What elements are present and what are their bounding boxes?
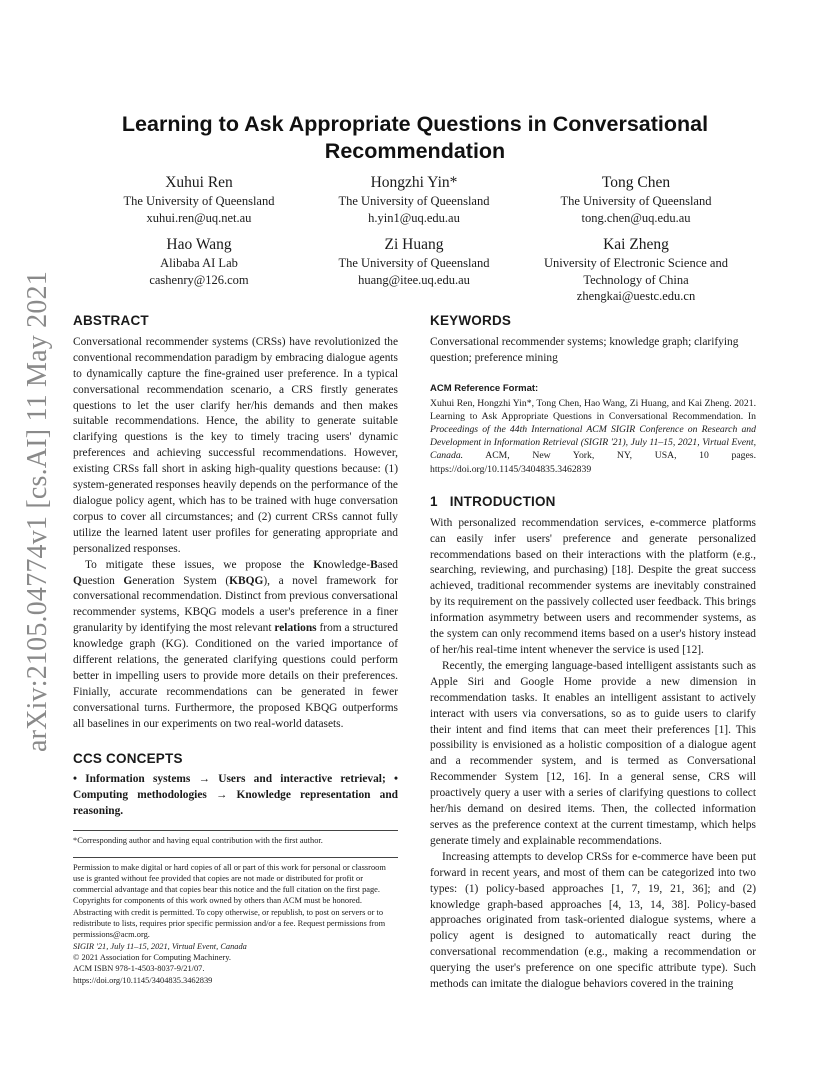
right-column: [430, 313, 756, 993]
footnote-rule: [73, 830, 398, 831]
author-affiliation: The University of Queensland: [123, 194, 275, 208]
left-column: [73, 313, 398, 986]
author-affiliation: The University of Queensland: [338, 256, 490, 270]
text-run: Q: [73, 574, 82, 587]
author-block: [521, 173, 751, 226]
abstract-heading: ABSTRACT: [73, 313, 149, 328]
title-line-2: Recommendation: [324, 139, 506, 163]
acm-reference-heading: ACM Reference Format:: [430, 382, 539, 394]
author-affiliation: The University of Queensland: [338, 194, 490, 208]
author-name: Zi Huang: [384, 236, 444, 253]
paper-title: [90, 111, 740, 165]
author-name: Hao Wang: [166, 236, 232, 253]
abstract-paragraph-2: [73, 558, 398, 733]
text-run: K: [313, 558, 323, 571]
ccs-heading: CCS CONCEPTS: [73, 750, 183, 766]
text-run: relations: [274, 622, 317, 635]
text-run: G: [123, 574, 133, 587]
corresponding-author-footnote: *Corresponding author and having equal contribution with the first author.: [73, 836, 323, 846]
isbn-line: ACM ISBN 978-1-4503-8037-9/21/07.: [73, 964, 205, 974]
author-affiliation: University of Electronic Science and Technology of China: [544, 256, 728, 287]
keywords-heading: KEYWORDS: [430, 313, 512, 328]
author-name: Kai Zheng: [603, 236, 669, 253]
author-block: [84, 235, 314, 288]
author-block: [299, 173, 529, 226]
keywords-text: Conversational recommender systems; knowledge graph; clarifying question; preference mining: [430, 335, 739, 364]
text-run: To mitigate these issues, we propose the: [85, 558, 314, 571]
text-run: from a structured knowledge graph (KG). Conditioned on the varied importance of different relations, the generated clarifying questions could perform better in impelling users to provide more details on their preferences. Finially, accurate recommendations can be generated in fewer conversational turns. Furthermore, the proposed KBQG outperforms all baselines in our experiments on two real-world datasets.: [73, 622, 398, 730]
text-run: uestion: [81, 574, 124, 587]
abstract-paragraph-1: Conversational recommender systems (CRSs) have revolutionized the conventional recommendation paradigm by embracing dialogue agents to dynamically capture the fine-grained user preference. In a typical conversational recommendation scenario, a CRS firstly generates questions to let the user clarify her/his demands and then makes suitable recommendations. Hence, the ability to generate suitable clarifying questions is the key to timely tracing users' dynamic preferences and achieving successful recommendations. However, existing CRSs fall short in asking high-quality questions because: (1) system-generated responses heavily depends on the performance of the dialogue policy agent, which has to be trained with huge conversation corpus to cover all circumstances; and (2) current CRSs cannot fully utilize the learned latent user profiles for generating appropriate and personalized responses.: [73, 335, 398, 555]
text-run: B: [370, 558, 378, 571]
conference-line: SIGIR '21, July 11–15, 2021, Virtual Event, Canada: [73, 941, 247, 951]
author-email: h.yin1@uq.edu.au: [368, 210, 460, 225]
text-run: KBQG: [229, 574, 264, 587]
author-email: cashenry@126.com: [149, 272, 249, 287]
section-title: INTRODUCTION: [449, 493, 556, 509]
intro-paragraph-1: With personalized recommendation services, e-commerce platforms can easily infer users' preference and generate personalized recommendations based on their interactions with the platform (e.g., searching, reviewing, and purchasing) [18]. Despite the great success achieved, traditional recommender systems are inevitably constrained by its requirement on the passively collected user feedback. This brings information asymmetry between users and recommender systems, as the system can only recommend items based on a user's history instead of her/his real-time intent whenever the service is used [12].: [430, 516, 756, 656]
intro-paragraph-2: Recently, the emerging language-based intelligent assistants such as Apple Siri and Google Home provide a new dimension in recommendation tasks. It enables an intelligent assistant to actively interact with users via conversations, so as to guide users to clarify their intent and find items that can meet their preferences [1]. This possibility is envisioned as a holistic composition of a dialogue agent and a recommender system, and is termed as Conversational Recommender System [12, 16]. In a general sense, CRS will proactively query a user with a series of clarifying questions to collect her/his demand on desired items. Then, the collected information serves as the preference context at the current timestamp, which helps generate timely and explainable recommendations.: [430, 659, 756, 847]
title-line-1: Learning to Ask Appropriate Questions in Conversational: [121, 112, 709, 136]
author-name: Tong Chen: [601, 174, 671, 191]
author-block: [521, 235, 751, 305]
author-email: huang@itee.uq.edu.au: [358, 272, 470, 287]
author-block: [299, 235, 529, 288]
author-name: Hongzhi Yin*: [370, 174, 458, 191]
text-run: ased: [377, 558, 398, 571]
author-email: xuhui.ren@uq.net.au: [146, 210, 252, 225]
author-affiliation: The University of Queensland: [560, 194, 712, 208]
arxiv-identifier: arXiv:2105.04774v1 [cs.AI] 11 May 2021: [22, 271, 53, 752]
doi-line: https://doi.org/10.1145/3404835.3462839: [73, 975, 213, 985]
author-email: tong.chen@uq.edu.au: [581, 210, 691, 225]
acm-reference-text: [430, 397, 756, 476]
introduction-heading: [430, 494, 756, 510]
text-run: eneration System (: [132, 574, 230, 587]
ccs-concepts: • Information systems → Users and interactive retrieval; • Computing methodologies → Knowledge representation and reasoning.: [73, 773, 398, 818]
intro-paragraph-3: Increasing attempts to develop CRSs for e-commerce have been put forward in recent years, and most of them can be categorized into two types: (1) policy-based approaches [1, 7, 19, 21, 36]; and (2) knowledge graph-based approaches [4, 13, 14, 38]. Policy-based approaches originated from task-oriented dialogue systems, where a policy agent is designed to automatically react during the conversational recommendation (e.g., making a recommendation or querying the user's preference on one specific attribute type). Such methods can imitate the dialogue behaviors covered in the training: [430, 850, 756, 991]
author-block: [84, 173, 314, 226]
text-run: ACM, New York, NY, USA, 10 pages. https://doi.org/10.1145/3404835.3462839: [430, 450, 756, 475]
text-run: Xuhui Ren, Hongzhi Yin*, Tong Chen, Hao Wang, Zi Huang, and Kai Zheng. 2021. Learning to Ask Appropriate Questions in Conversational Recommendation. In: [430, 397, 756, 422]
text-run: ), a novel framework for conversational recommendation. Distinct from previous conversational recommender systems, KBQG models a user's preference in a finer granularity by identifying the most relevant: [73, 574, 398, 635]
text-run: nowledge-: [322, 558, 371, 571]
author-affiliation: Alibaba AI Lab: [160, 256, 238, 270]
author-name: Xuhui Ren: [165, 174, 233, 191]
author-email: zhengkai@uestc.edu.cn: [576, 289, 696, 303]
section-number: 1: [430, 493, 438, 509]
permission-rule: [73, 857, 398, 858]
text-run: Proceedings of the 44th International ACM SIGIR Conference on Research and Development in Information Retrieval (SIGIR '21), July 11–15, 2021, Virtual Event, Canada.: [430, 424, 756, 462]
copyright-line: © 2021 Association for Computing Machinery.: [73, 952, 231, 962]
permission-notice: Permission to make digital or hard copies of all or part of this work for personal or classroom use is granted without fee provided that copies are not made or distributed for profit or commercial advantage and that copies bear this notice and the full citation on the first page. Copyrights for components of this work owned by others than ACM must be honored. Abstracting with credit is permitted. To copy otherwise, or republish, to post on servers or to redistribute to lists, requires prior specific permission and/or a fee. Request permissions from permissions@acm.org.: [73, 862, 386, 940]
